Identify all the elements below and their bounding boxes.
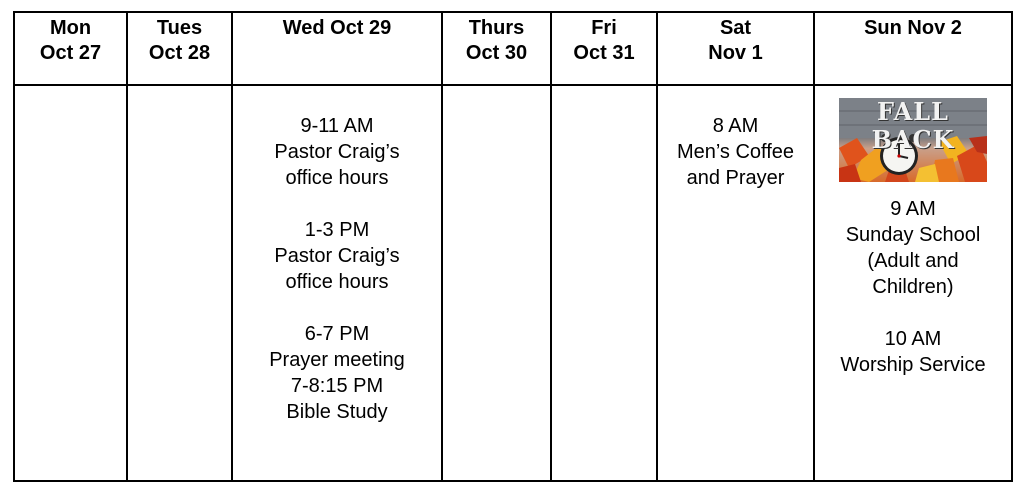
day-cell-mon bbox=[14, 85, 127, 481]
day-header-wed bbox=[232, 12, 442, 85]
event-time: 1-3 PM bbox=[304, 219, 370, 241]
event-prayer-meeting bbox=[233, 321, 441, 373]
event-mens-coffee bbox=[658, 113, 813, 191]
day-name: Thurs bbox=[468, 17, 525, 39]
event-title: Children) bbox=[872, 276, 954, 298]
day-cell-thu bbox=[442, 85, 551, 481]
day-name: Mon bbox=[49, 17, 92, 39]
event-sunday-school bbox=[815, 196, 1011, 300]
event-time: 10 AM bbox=[884, 328, 942, 350]
day-header-sun bbox=[814, 12, 1012, 85]
day-cell-wed bbox=[232, 85, 442, 481]
event-office-hours-afternoon bbox=[233, 217, 441, 295]
day-name: Wed Oct 29 bbox=[282, 17, 392, 39]
event-office-hours-morning bbox=[233, 113, 441, 191]
event-time: 9-11 AM bbox=[300, 115, 374, 137]
day-header-sat bbox=[657, 12, 814, 85]
day-date: Oct 31 bbox=[573, 42, 635, 64]
day-header-mon bbox=[14, 12, 127, 85]
day-cell-sun bbox=[814, 85, 1012, 481]
event-title: Worship Service bbox=[840, 354, 986, 376]
day-header-thu bbox=[442, 12, 551, 85]
event-title: Bible Study bbox=[286, 401, 388, 423]
event-title: Pastor Craig’s bbox=[274, 245, 400, 267]
fall-back-caption: FALL BACK bbox=[871, 98, 955, 154]
events-row bbox=[14, 85, 1012, 481]
day-header-fri bbox=[551, 12, 657, 85]
event-title: office hours bbox=[285, 271, 389, 293]
event-time: 7-8:15 PM bbox=[290, 375, 384, 397]
day-name: Sun Nov 2 bbox=[864, 17, 962, 39]
event-title: and Prayer bbox=[686, 167, 785, 189]
day-name: Tues bbox=[156, 17, 203, 39]
day-name: Sat bbox=[719, 17, 752, 39]
day-date: Oct 27 bbox=[39, 42, 102, 64]
day-name: Fri bbox=[591, 17, 617, 39]
header-row bbox=[14, 12, 1012, 85]
day-date: Oct 30 bbox=[465, 42, 528, 64]
event-time: 9 AM bbox=[890, 198, 936, 220]
event-title: Prayer meeting bbox=[269, 349, 405, 371]
event-title: Sunday School bbox=[845, 224, 981, 246]
day-date: Nov 1 bbox=[708, 42, 763, 64]
day-cell-sat bbox=[657, 85, 814, 481]
day-date: Oct 28 bbox=[148, 42, 211, 64]
day-cell-tue bbox=[127, 85, 232, 481]
day-cell-fri bbox=[551, 85, 657, 481]
event-bible-study bbox=[233, 373, 441, 425]
event-time: 8 AM bbox=[712, 115, 759, 137]
event-time: 6-7 PM bbox=[304, 323, 370, 345]
event-title: Pastor Craig’s bbox=[274, 141, 400, 163]
fall-back-image bbox=[839, 98, 987, 182]
event-title: office hours bbox=[285, 167, 389, 189]
event-title: Men’s Coffee bbox=[676, 141, 795, 163]
event-title: (Adult and bbox=[867, 250, 959, 272]
event-worship-service bbox=[815, 326, 1011, 378]
week-calendar bbox=[13, 11, 1013, 482]
day-header-tue bbox=[127, 12, 232, 85]
